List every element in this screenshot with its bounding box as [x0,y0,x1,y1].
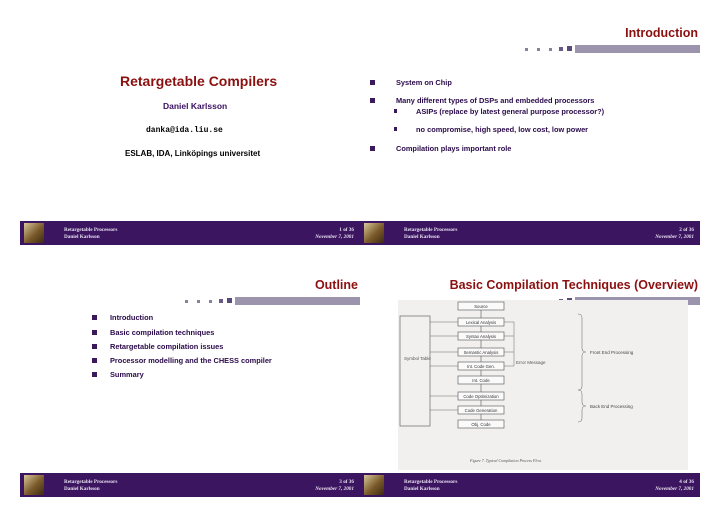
flow-box-label: Semantic Analysis [463,350,499,355]
slide-introduction [360,6,700,251]
author-email: danka@ida.liu.se [146,126,223,135]
flow-box-label: Obj. Code [471,422,491,427]
slide-outline [20,258,360,503]
footer-page: 1 of 36 [339,227,354,233]
bullet-icon [370,80,375,85]
bullet-icon [370,98,375,103]
bullet-text: Compilation plays important role [396,144,512,153]
title-decoration [525,44,700,54]
bullet-text: Introduction [110,313,154,322]
footer-course: Retargetable Processors [64,227,118,233]
footer-date: November 7, 2001 [315,486,354,492]
footer-author: Daniel Karlsson [64,486,100,492]
bullet-icon [92,315,97,320]
bullet-icon [92,358,97,363]
slide-footer [360,221,700,245]
bullet-text: Retargetable compilation issues [110,342,224,351]
slide-compilation-overview [360,258,700,503]
footer-date: November 7, 2001 [315,234,354,240]
bullet-icon [370,146,375,151]
slide-footer [360,473,700,497]
footer-author: Daniel Karlsson [64,234,100,240]
university-logo-icon [24,475,44,495]
slide-heading: Introduction [625,26,698,40]
bullet-icon [92,344,97,349]
bullet-text: Summary [110,370,144,379]
footer-author: Daniel Karlsson [404,234,440,240]
compilation-flow-diagram [398,300,688,470]
back-end-label: Back End Processing [590,404,633,409]
bullet-text: ASIPs (replace by latest general purpose processor?) [416,107,605,116]
footer-course: Retargetable Processors [404,227,458,233]
slide-heading: Outline [314,278,358,292]
university-logo-icon [364,223,384,243]
footer-page: 2 of 36 [679,227,694,233]
bullet-icon [92,330,97,335]
university-logo-icon [24,223,44,243]
footer-page: 3 of 36 [339,479,354,485]
slide-title [20,6,360,251]
flow-box-label: Code Optimization [463,394,499,399]
flow-box-label: Syntax Analysis [465,334,497,339]
bullet-text: no compromise, high speed, low cost, low power [416,125,589,134]
bullet-text: Many different types of DSPs and embedded processors [396,96,595,105]
front-end-label: Front End Processing [590,350,634,355]
flow-box-label: Code Generation [464,408,498,413]
slide-footer [20,221,360,245]
footer-date: November 7, 2001 [655,234,694,240]
footer-date: November 7, 2001 [655,486,694,492]
flow-box-label: Int. Code [472,378,490,383]
title-decoration [185,296,360,306]
footer-course: Retargetable Processors [404,479,458,485]
affiliation: ESLAB, IDA, Linköpings universitet [125,149,261,158]
bullet-text: System on Chip [396,78,452,87]
bullet-text: Processor modelling and the CHESS compiler [110,356,272,365]
flow-box-label: Int. Code Gen. [467,364,495,369]
bullet-text: Basic compilation techniques [110,328,215,337]
flow-box-label: Lexical Analysis [465,320,497,325]
symbol-table-label: Symbol Table [404,356,431,361]
slide-footer [20,473,360,497]
slide-heading: Basic Compilation Techniques (Overview) [449,278,698,292]
university-logo-icon [364,475,384,495]
figure-caption: Figure 7. Typical Compilation Process Flow [470,458,542,463]
flow-box-label: Source [474,304,488,309]
bullet-icon [92,372,97,377]
footer-page: 4 of 36 [679,479,694,485]
error-message-label: Error Message [516,360,546,365]
footer-course: Retargetable Processors [64,479,118,485]
author-name: Daniel Karlsson [163,101,228,111]
presentation-title: Retargetable Compilers [120,73,278,89]
footer-author: Daniel Karlsson [404,486,440,492]
sub-bullet-icon [394,109,397,113]
sub-bullet-icon [394,127,397,131]
